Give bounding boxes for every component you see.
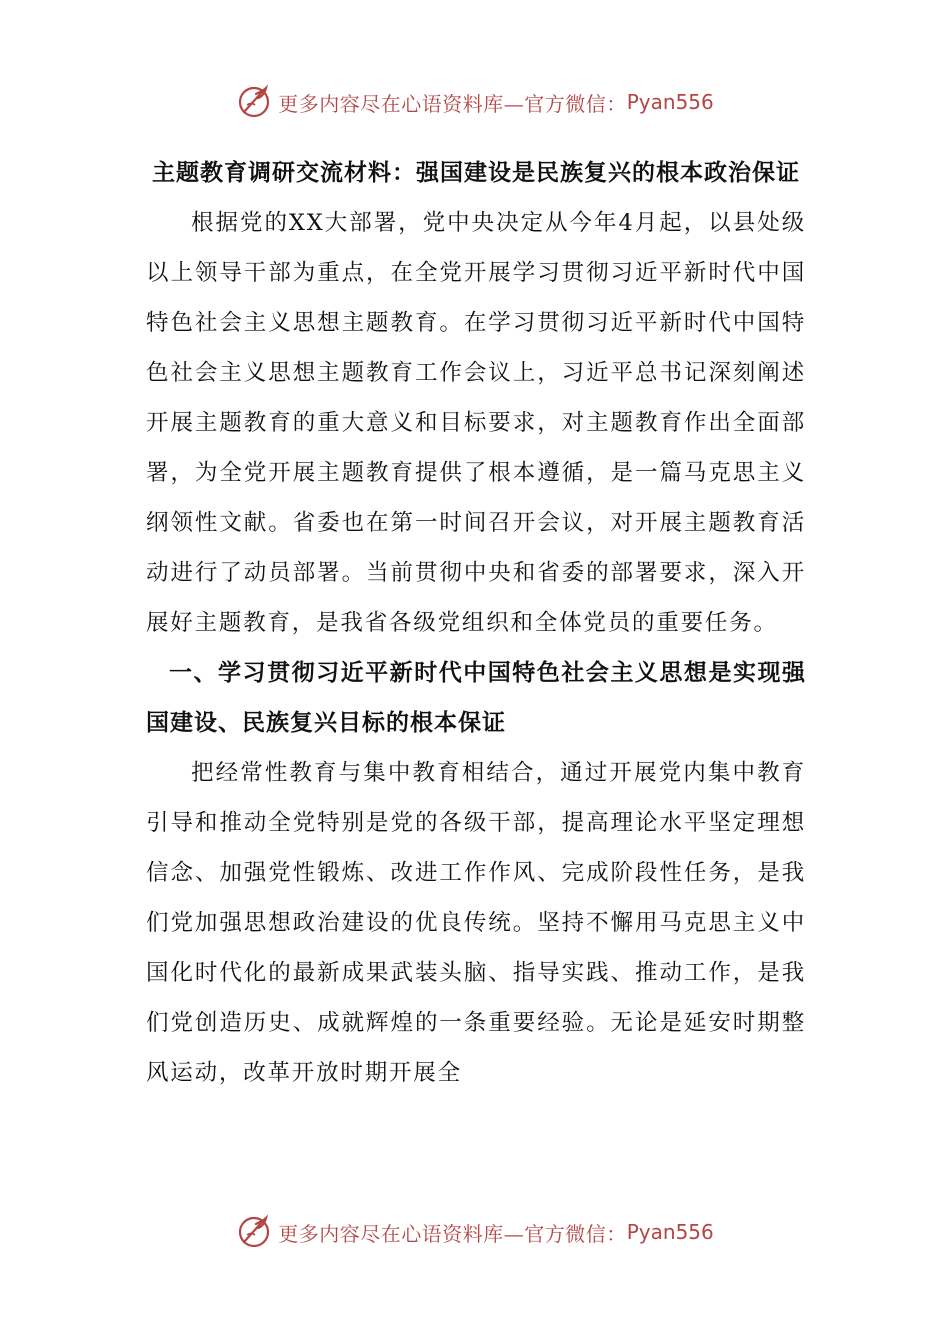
section-1-heading: 一、学习贯彻习近平新时代中国特色社会主义思想是实现强国建设、民族复兴目标的根本保证 xyxy=(146,660,806,736)
banner-wechat-id: Pyan556 xyxy=(626,1220,714,1244)
banner-text: 更多内容尽在心语资料库—官方微信： xyxy=(278,1221,627,1246)
quill-logo-icon xyxy=(236,1214,272,1250)
footer-banner xyxy=(0,1212,950,1252)
section-1-paragraph: 把经常性教育与集中教育相结合，通过开展党内集中教育引导和推动全党特别是党的各级干部，提高理论水平坚定理想信念、加强党性锻炼、改进工作作风、完成阶段性任务，是我们党加强思想政治建设的优良传统。坚持不懈用马克思主义中国化时代化的最新成果武装头脑、指导实践、推动工作，是我们党创造历史、成就辉煌的一条重要经验。无论是延安时期整风运动，改革开放时期开展全 xyxy=(146,760,806,1086)
document-body xyxy=(146,148,806,1098)
header-banner xyxy=(0,82,950,122)
quill-logo-icon xyxy=(236,84,272,120)
intro-paragraph: 根据党的XX大部署，党中央决定从今年4月起，以县处级以上领导干部为重点，在全党开展学习贯彻习近平新时代中国特色社会主义思想主题教育。在学习贯彻习近平新时代中国特色社会主义思想主题教育工作会议上，习近平总书记深刻阐述开展主题教育的重大意义和目标要求，对主题教育作出全面部署，为全党开展主题教育提供了根本遵循，是一篇马克思主义纲领性文献。省委也在第一时间召开会议，对开展主题教育活动进行了动员部署。当前贯彻中央和省委的部署要求，深入开展好主题教育，是我省各级党组织和全体党员的重要任务。 xyxy=(146,210,806,636)
banner-text: 更多内容尽在心语资料库—官方微信： xyxy=(278,91,627,116)
document-title: 主题教育调研交流材料：强国建设是民族复兴的根本政治保证 xyxy=(152,160,800,186)
banner-wechat-id: Pyan556 xyxy=(626,90,714,114)
